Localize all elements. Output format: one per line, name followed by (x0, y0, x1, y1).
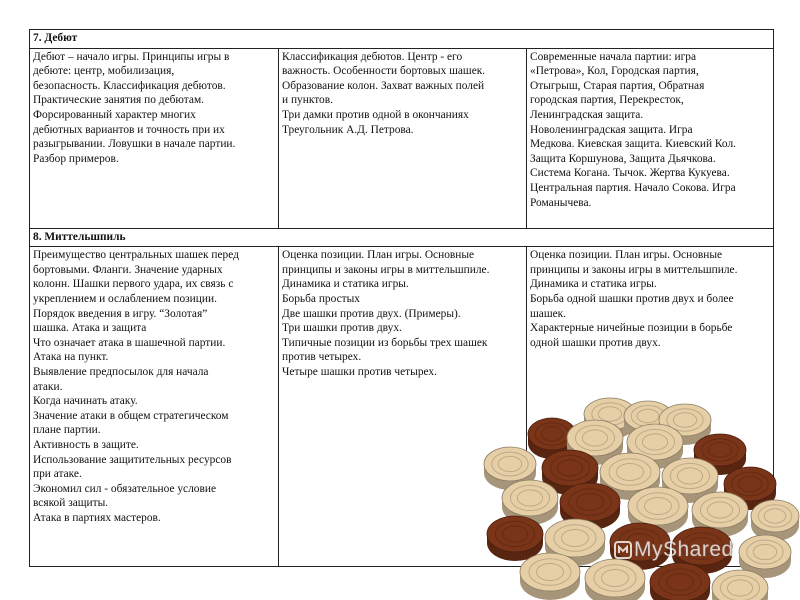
cell-line: колонн. Шашки первого удара, их связь с (33, 278, 234, 291)
cell-line: Центральная партия. Начало Сокова. Игра (530, 181, 736, 194)
cell-line: Разбор примеров. (33, 152, 119, 165)
cell-line: Ленинградская защита. (530, 108, 644, 121)
cell-line: Преимущество центральных шашек перед (33, 249, 239, 262)
cell-line: Четыре шашки против четырех. (282, 365, 437, 378)
cell-line: Защита Коршунова, Защита Дьячкова. (530, 152, 716, 165)
watermark-icon (614, 541, 632, 559)
cell-line: Новоленинградская защита. Игра (530, 123, 693, 136)
dark-checker-piece (650, 563, 710, 600)
cell-line: укреплением и ослаблением позиции. (33, 292, 217, 305)
cell-line: Что означает атака в шашечной партии. (33, 336, 226, 349)
cell-line: Использование защитительных ресурсов (33, 453, 232, 466)
cell-line: Система Когана. Тычок. Жертва Кукуева. (530, 167, 730, 180)
cell-line: Форсированный характер многих (33, 108, 196, 121)
cell-line: дебюте: центр, мобилизация, (33, 65, 175, 78)
cell-line: Значение атаки в общем стратегическом (33, 409, 229, 422)
section-header-middlegame: 8. Миттельшпиль (30, 228, 774, 247)
cell-line: Атака на пункт. (33, 351, 109, 364)
cell-line: Борьба одной шашки против двух и более (530, 292, 734, 305)
cell-line: принципы и законы игры в миттельшпиле. (282, 263, 490, 276)
cell-line: и пунктов. (282, 94, 333, 107)
cell-line: против четырех. (282, 351, 362, 364)
cell-line: Практические занятия по дебютам. (33, 94, 205, 107)
cell-line: Треугольник А.Д. Петрова. (282, 123, 414, 136)
section-header-debut: 7. Дебют (30, 30, 774, 49)
cell-line: Порядок введения в игру. “Золотая” (33, 307, 208, 320)
cell-line: Типичные позиции из борьбы трех шашек (282, 336, 488, 349)
cell-line: Экономил сил - обязательное условие (33, 482, 217, 495)
cell-line: Отыгрыш, Старая партия, Обратная (530, 79, 705, 92)
light-checker-piece (751, 500, 799, 541)
cell-line: безопасность. Классификация дебютов. (33, 79, 226, 92)
cell-line: Когда начинать атаку. (33, 395, 138, 408)
cell-line: Три шашки против двух. (282, 322, 402, 335)
cell-line: городская партия, Перекресток, (530, 94, 684, 107)
checkers-illustration (480, 392, 800, 600)
cell-line: Медкова. Киевская защита. Киевский Кол. (530, 138, 737, 151)
cell-line: Современные начала партии: игра (530, 50, 696, 63)
cell-line: Атака в партиях мастеров. (33, 511, 161, 524)
cell-line: принципы и законы игры в миттельшпиле. (530, 263, 738, 276)
light-checker-piece (585, 559, 645, 600)
cell-line: Оценка позиции. План игры. Основные (530, 249, 723, 262)
cell-line: важность. Особенности бортовых шашек. (282, 65, 486, 78)
watermark-text: MyShared (634, 538, 734, 561)
dark-checker-piece (487, 516, 543, 561)
cell-line: «Петрова», Кол, Городская партия, (530, 65, 699, 78)
cell-line: шашек. (530, 307, 567, 320)
middlegame-col-1 (30, 247, 279, 567)
checkers-pieces-photo (480, 392, 800, 600)
cell-line: Три дамки против одной в окончаниях (282, 108, 469, 121)
debut-col-1 (30, 48, 279, 228)
cell-line: дебютных вариантов и точность при их (33, 123, 225, 136)
cell-line: плане партии. (33, 424, 101, 437)
cell-line: Классификация дебютов. Центр - его (282, 50, 463, 63)
cell-line: Борьба простых (282, 292, 360, 305)
cell-line: всякой защиты. (33, 497, 109, 510)
cell-line: Две шашки против двух. (Примеры). (282, 307, 461, 320)
light-checker-piece (520, 553, 580, 600)
cell-line: Оценка позиции. План игры. Основные (282, 249, 475, 262)
cell-line: Образование колон. Захват важных полей (282, 79, 485, 92)
cell-line: одной шашки против двух. (530, 336, 661, 349)
cell-line: Дебют – начало игры. Принципы игры в (33, 50, 230, 63)
cell-line: Выявление предпосылок для начала (33, 365, 209, 378)
debut-col-3 (527, 48, 774, 228)
cell-line: при атаке. (33, 468, 82, 481)
cell-line: Динамика и статика игры. (282, 278, 409, 291)
cell-line: бортовыми. Фланги. Значение ударных (33, 263, 223, 276)
cell-line: шашка. Атака и защита (33, 322, 147, 335)
cell-line: Характерные ничейные позиции в борьбе (530, 322, 733, 335)
cell-line: Активность в защите. (33, 438, 139, 451)
cell-line: Романычева. (530, 196, 592, 209)
cell-line: Динамика и статика игры. (530, 278, 657, 291)
debut-col-2 (279, 48, 527, 228)
cell-line: атаки. (33, 380, 63, 393)
cell-line: разыгрывании. Ловушки в начале партии. (33, 138, 236, 151)
